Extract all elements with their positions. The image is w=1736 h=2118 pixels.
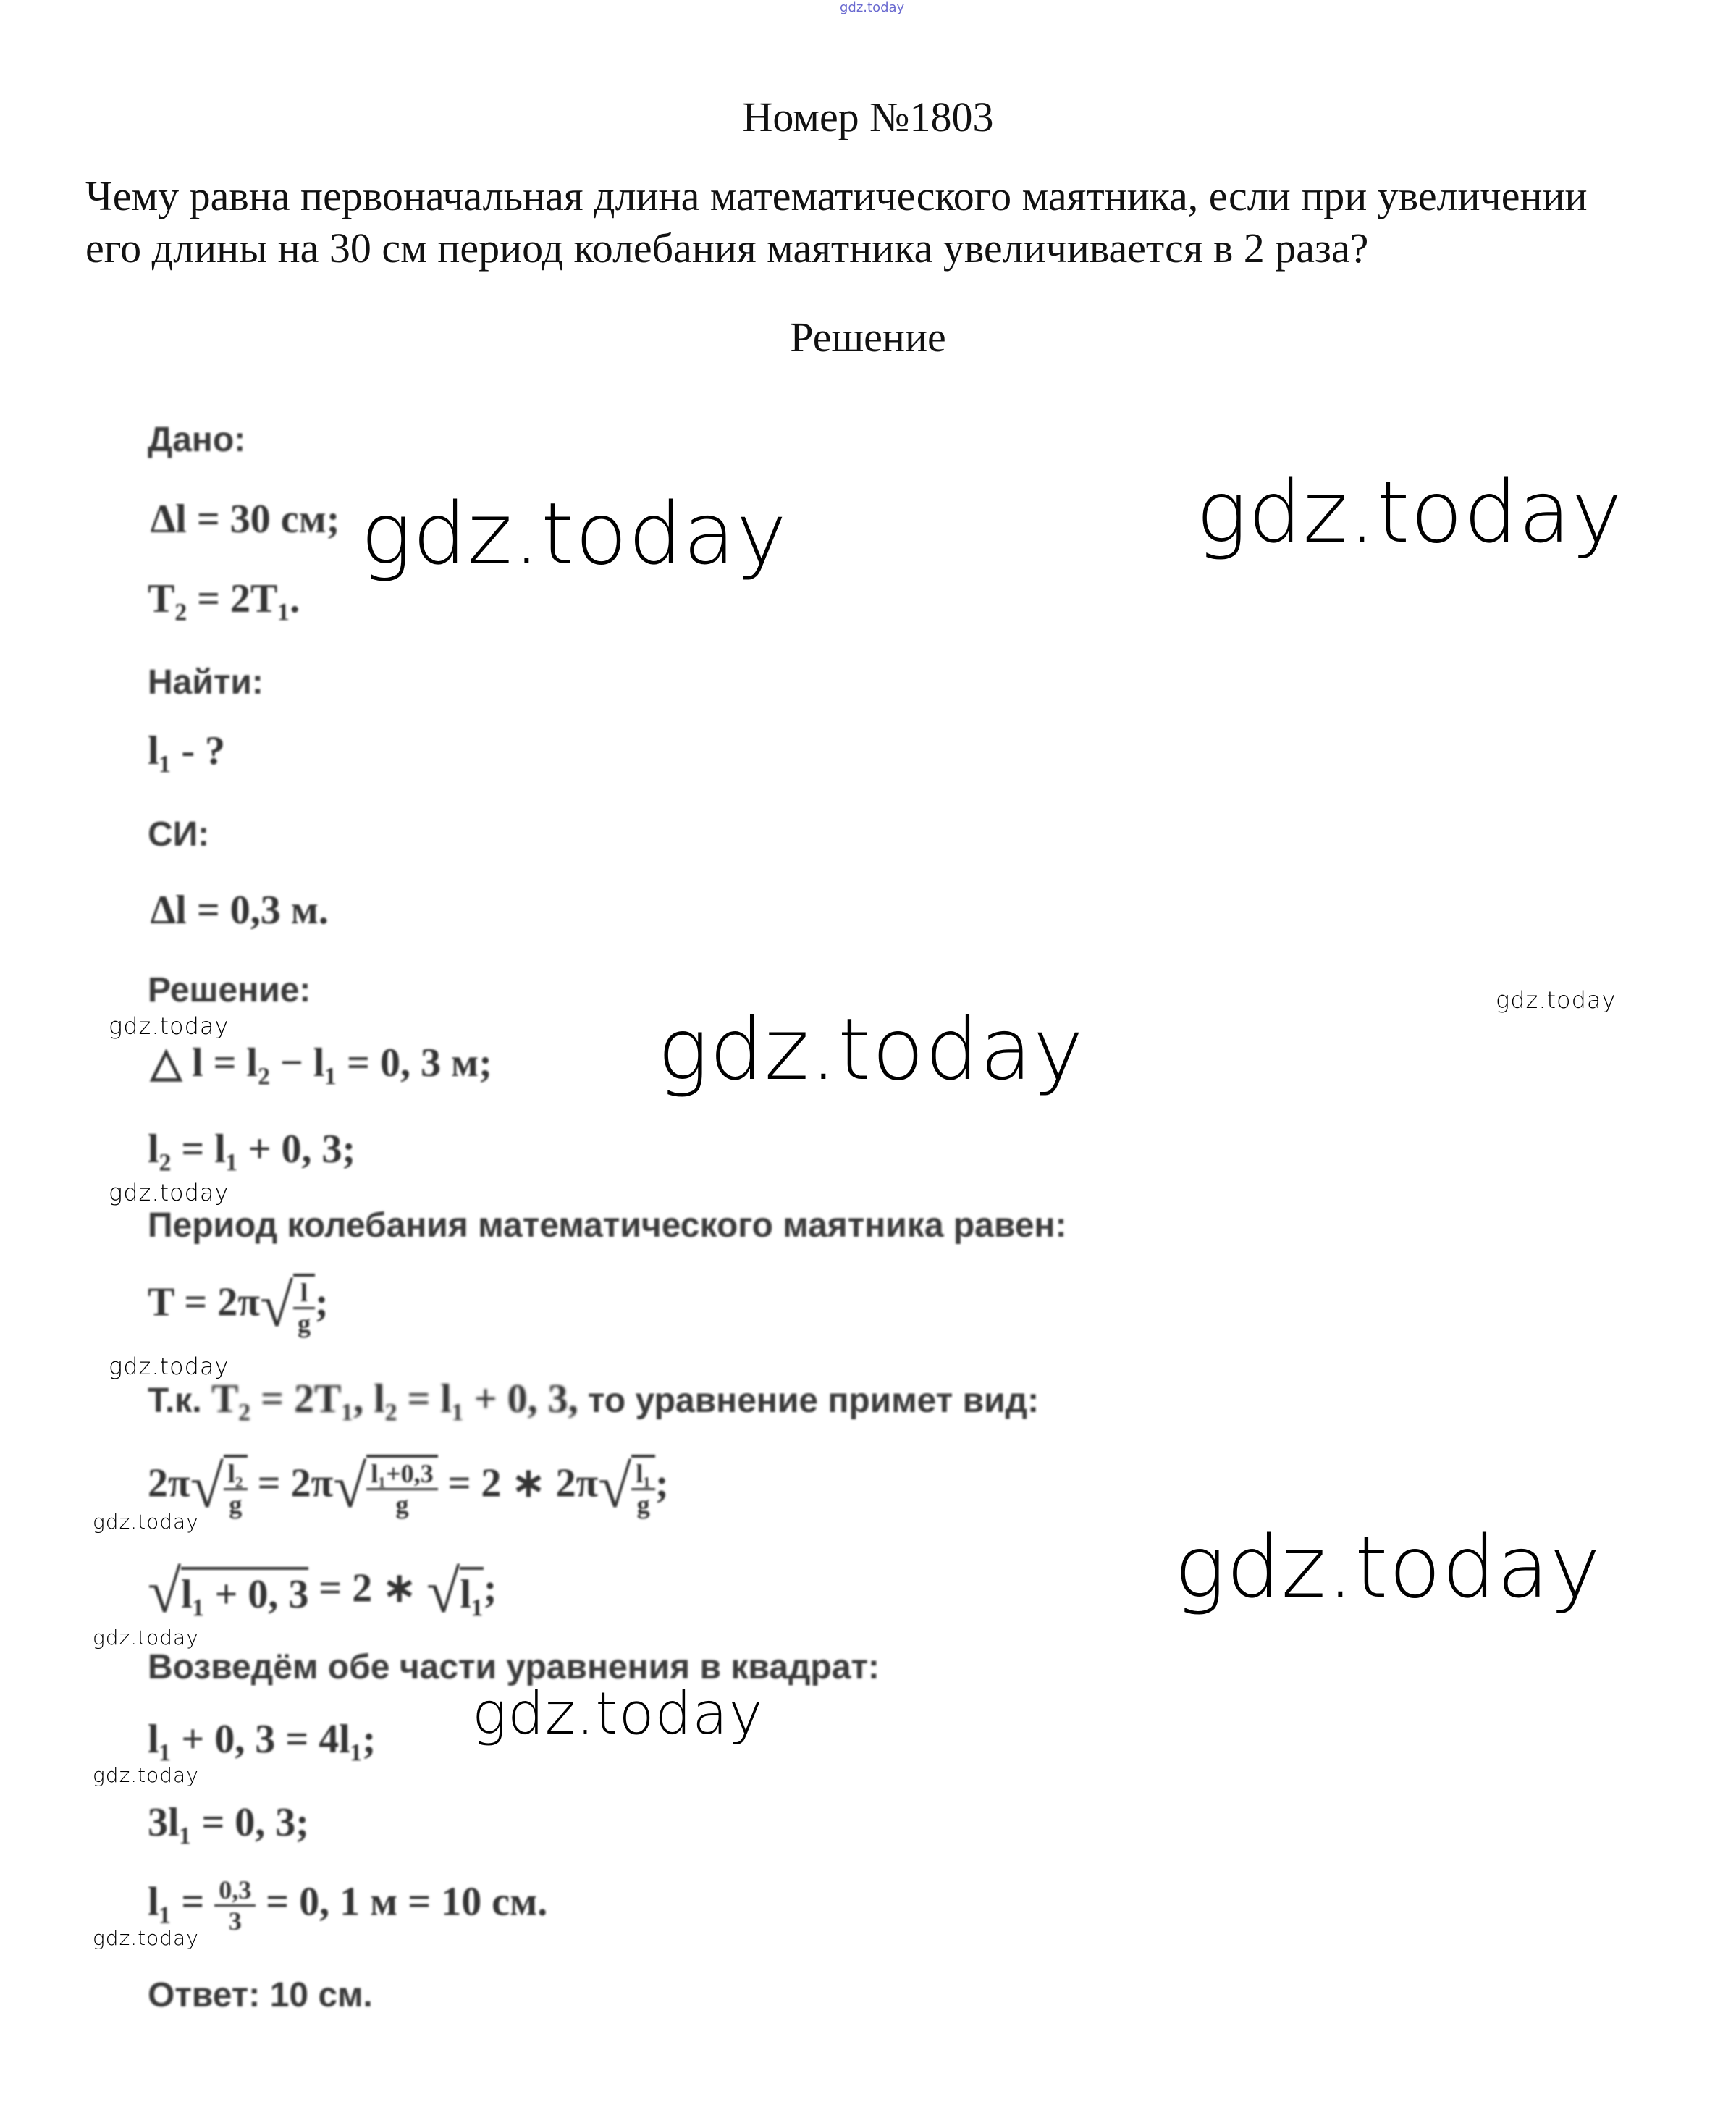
si-label: СИ: xyxy=(148,815,210,854)
eq8-denominator: 3 xyxy=(228,1907,242,1936)
equation-3-left: T = 2π xyxy=(148,1279,260,1325)
eq4-part-a: 2π xyxy=(148,1461,190,1506)
since-suffix: то уравнение примет вид: xyxy=(588,1382,1040,1420)
find-1: l₁ - ? xyxy=(148,728,225,773)
period-text: Период колебания математического маятника равен: xyxy=(148,1206,1067,1245)
equation-5: √l₁ + 0, 3 = 2 ∗ √l₁; xyxy=(148,1558,497,1626)
watermark: gdz.today xyxy=(657,999,1084,1099)
since-formula: T₂ = 2T₁, l₂ = l₁ + 0, 3, xyxy=(211,1377,578,1421)
watermark: gdz.today xyxy=(109,1012,229,1040)
eq4a-numerator: l₂ xyxy=(224,1459,248,1490)
question-text xyxy=(85,170,1588,274)
sqrt-4a: √ $\frac{\text{l₂}}{g}$ xyxy=(190,1452,248,1522)
eq5-under: l₁ + 0, 3 xyxy=(181,1567,308,1618)
watermark: gdz.today xyxy=(93,1626,199,1650)
eq3-numerator: l xyxy=(293,1278,315,1309)
question-line-1: Чему равна первоначальная длина математического маятника, если при увеличении xyxy=(85,172,1588,219)
watermark: gdz.today xyxy=(361,484,788,584)
eq4a-denominator: g xyxy=(229,1490,243,1519)
sqrt-3: √ $\frac{l}{g}$ xyxy=(260,1271,315,1341)
sqrt-5b: √l₁ xyxy=(426,1558,484,1626)
given-2: T₂ = 2T₁. xyxy=(148,576,300,621)
find-label: Найти: xyxy=(148,663,264,702)
equation-6: l₁ + 0, 3 = 4l₁; xyxy=(148,1717,376,1762)
watermark: gdz.today xyxy=(472,1680,764,1747)
question-line-2: его длины на 30 см период колебания маятника увеличивается в 2 раза? xyxy=(85,224,1369,272)
solution-label: Решение: xyxy=(148,971,311,1009)
watermark: gdz.today xyxy=(109,1179,229,1206)
sqrt-5a: √l₁ + 0, 3 xyxy=(148,1558,309,1626)
watermark: gdz.today xyxy=(93,1926,199,1950)
eq4c-numerator: l₁ xyxy=(631,1459,655,1490)
watermark: gdz.today xyxy=(1496,986,1617,1014)
watermark: gdz.today xyxy=(1174,1517,1601,1617)
equation-1: △ l = l₂ − l₁ = 0, 3 м; xyxy=(151,1041,492,1085)
eq4b-denominator: g xyxy=(395,1490,409,1519)
equation-3: T = 2π√ $\frac{l}{g}$ ; xyxy=(148,1272,329,1340)
given-1: ∆l = 30 см; xyxy=(151,497,340,542)
watermark: gdz.today xyxy=(93,1763,199,1787)
sqrt-4c: √ $\frac{\text{l₁}}{g}$ xyxy=(598,1452,655,1522)
eq8-left: l₁ = xyxy=(148,1879,205,1925)
sqrt-4b: √ $\frac{\text{l₁+0,3}}{g}$ xyxy=(333,1452,437,1522)
equation-2: l₂ = l₁ + 0, 3; xyxy=(148,1127,356,1172)
eq4-part-c: = 2 ∗ 2π xyxy=(447,1461,599,1506)
given-label: Дано: xyxy=(148,421,246,459)
solution-heading: Решение xyxy=(790,314,946,361)
eq3-denominator: g xyxy=(298,1309,311,1338)
equation-8 xyxy=(148,1875,547,1936)
top-watermark: gdz.today xyxy=(840,0,905,15)
answer: Ответ: 10 см. xyxy=(148,1976,373,2014)
eq5-under-2: l₁ xyxy=(460,1567,483,1618)
eq5-mid: = 2 ∗ xyxy=(319,1566,417,1611)
watermark: gdz.today xyxy=(109,1353,229,1380)
eq8-right: = 0, 1 м = 10 см. xyxy=(266,1879,548,1925)
since-line xyxy=(148,1376,1039,1422)
eq4c-denominator: g xyxy=(636,1490,650,1519)
eq4b-numerator: l₁+0,3 xyxy=(366,1459,437,1490)
eq8-numerator: 0,3 xyxy=(214,1875,256,1907)
si-1: ∆l = 0,3 м. xyxy=(151,888,329,933)
eq4-part-b: = 2π xyxy=(257,1461,334,1506)
square-text: Возведём обе части уравнения в квадрат: xyxy=(148,1648,880,1686)
watermark: gdz.today xyxy=(1196,462,1623,562)
page-title: Номер №1803 xyxy=(742,93,994,140)
watermark: gdz.today xyxy=(93,1510,199,1534)
since-prefix: Т.к. xyxy=(148,1382,202,1420)
equation-7: 3l₁ = 0, 3; xyxy=(148,1800,309,1845)
equation-4: 2π√ $\frac{\text{l₂}}{g}$ = 2π√ $\frac{\text{l₁+0,3}}{g}$ = 2 ∗ 2π√ $\frac{\text{l₁}}{g}$ ; xyxy=(148,1453,669,1521)
